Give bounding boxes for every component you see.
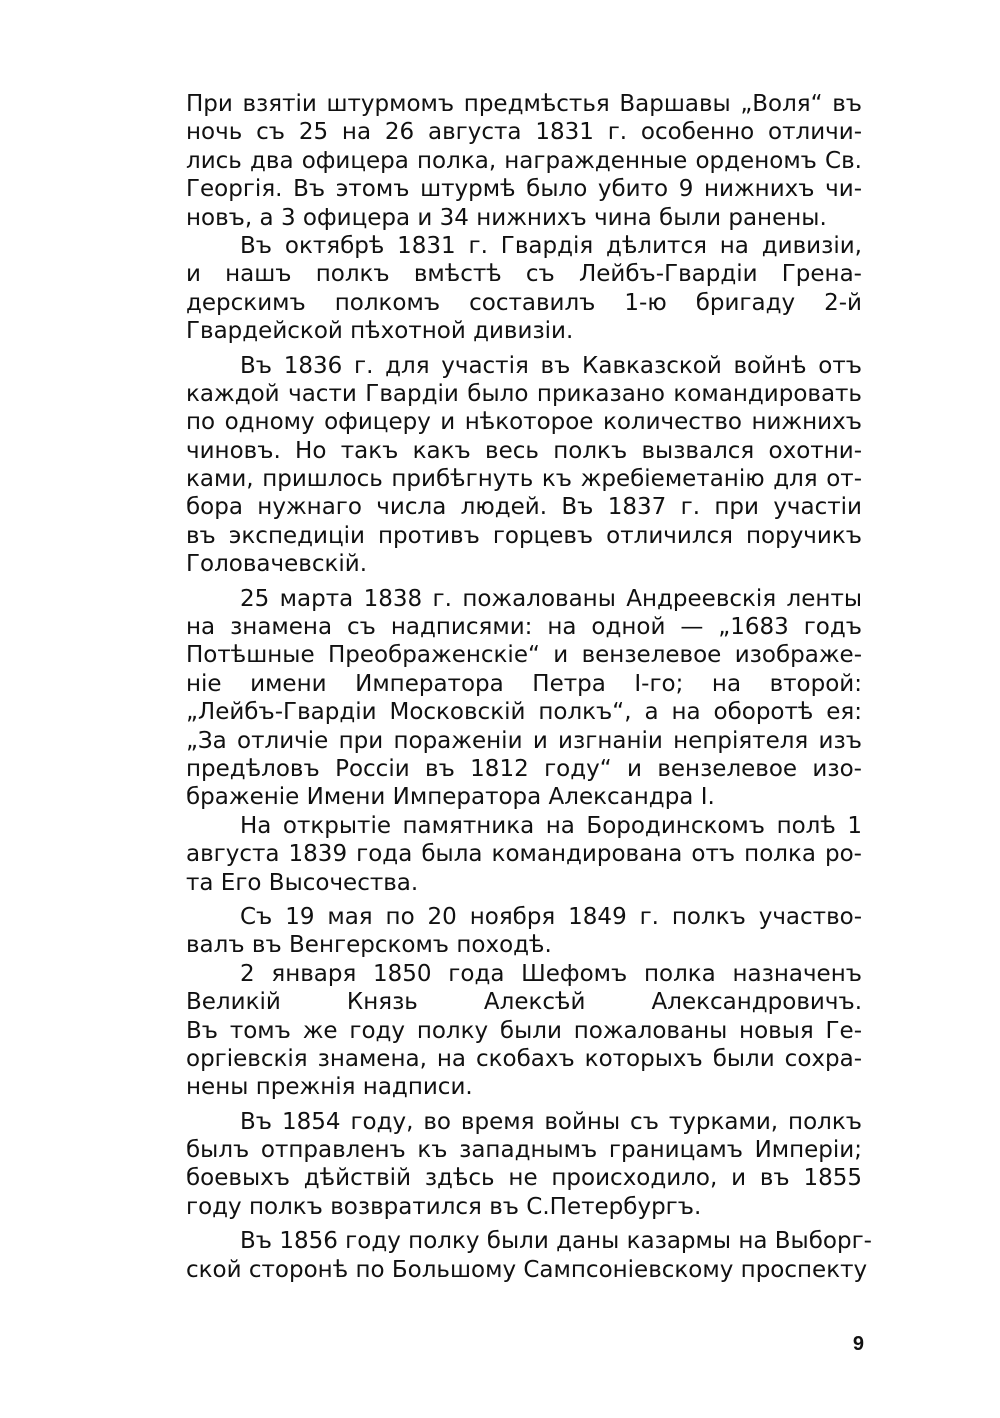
text-line: Въ томъ же году полку были пожалованы новыя Ге- xyxy=(186,1017,862,1044)
paragraph xyxy=(186,903,862,960)
text-line: по одному офицеру и нѣкоторое количество нижнихъ xyxy=(186,409,862,436)
text-line: предѣловъ Россіи въ 1812 году“ и вензелевое изо- xyxy=(186,755,862,782)
text-line: Потѣшные Преображенскіе“ и вензелевое изображе- xyxy=(186,642,862,669)
text-line: Въ 1856 году полку были даны казармы на Выборг- xyxy=(240,1228,872,1255)
page-body-text xyxy=(186,90,872,1284)
text-line: былъ отправленъ къ западнымъ границамъ Имперіи; xyxy=(186,1137,862,1164)
paragraph xyxy=(186,812,862,897)
text-line: нены прежнія надписи. xyxy=(186,1074,473,1101)
text-line: 2 января 1850 года Шефомъ полка назначенъ xyxy=(240,960,862,987)
text-line: ками, пришлось прибѣгнуть къ жребіеметанію для от- xyxy=(186,466,862,493)
text-line: ской сторонѣ по Большому Сампсоніевскому проспекту xyxy=(186,1256,868,1283)
text-line: бора нужнаго числа людей. Въ 1837 г. при участіи xyxy=(186,494,862,521)
text-line: Въ октябрѣ 1831 г. Гвардія дѣлится на дивизіи, xyxy=(240,232,862,259)
paragraph xyxy=(186,960,862,1102)
text-line: Съ 19 мая по 20 ноября 1849 г. полкъ участво- xyxy=(240,903,862,930)
text-line: ніе имени Императора Петра І-го; на второй: xyxy=(186,670,862,697)
text-line: боевыхъ дѣйствій здѣсь не происходило, и въ 1855 xyxy=(186,1165,862,1192)
text-line: На открытіе памятника на Бородинскомъ полѣ 1 xyxy=(240,812,862,839)
text-line: „Лейбъ-Гвардіи Московскій полкъ“, а на оборотѣ ея: xyxy=(186,699,862,726)
text-line: оргіевскія знамена, на скобахъ которыхъ были сохра- xyxy=(186,1045,862,1072)
text-line: ночь съ 25 на 26 августа 1831 г. особенно отличи- xyxy=(186,119,862,146)
text-line: Головачевскій. xyxy=(186,551,368,578)
text-line: При взятіи штурмомъ предмѣстья Варшавы „Воля“ въ xyxy=(186,91,862,117)
text-line: та Его Высочества. xyxy=(186,869,419,896)
paragraph xyxy=(186,585,862,812)
text-line: году полкъ возвратился въ С.Петербургъ. xyxy=(186,1193,702,1220)
text-line: 25 марта 1838 г. пожалованы Андреевскія ленты xyxy=(240,585,862,612)
text-line: Великій Князь Алексѣй Александровичъ. xyxy=(186,989,862,1016)
text-line: Гвардейской пѣхотной дивизіи. xyxy=(186,318,574,345)
text-line: на знамена съ надписями: на одной — „1683 годъ xyxy=(186,614,862,641)
text-line: „За отличіе при пораженіи и изгнаніи непріятеля изъ xyxy=(186,727,862,754)
text-line: дерскимъ полкомъ составилъ 1-ю бригаду 2-й xyxy=(186,289,862,316)
text-line: новъ, а 3 офицера и 34 нижнихъ чина были ранены. xyxy=(186,204,827,231)
text-line: лись два офицера полка, награжденные орденомъ Св. xyxy=(186,147,862,174)
text-line: въ экспедиціи противъ горцевъ отличился поручикъ xyxy=(186,522,862,549)
paragraph xyxy=(186,232,862,346)
text-line: браженіе Имени Императора Александра І. xyxy=(186,784,715,811)
text-line: валъ въ Венгерскомъ походѣ. xyxy=(186,932,552,959)
text-line: Въ 1836 г. для участія въ Кавказской войнѣ отъ xyxy=(240,352,862,379)
text-line: Георгія. Въ этомъ штурмѣ было убито 9 нижнихъ чи- xyxy=(186,176,862,203)
text-line: чиновъ. Но такъ какъ весь полкъ вызвался охотни- xyxy=(186,437,862,464)
text-line: каждой части Гвардіи было приказано командировать xyxy=(186,380,862,407)
text-line: августа 1839 года была командирована отъ полка ро- xyxy=(186,841,862,868)
paragraph xyxy=(186,352,862,579)
paragraph xyxy=(186,90,862,232)
page-number: 9 xyxy=(852,1333,864,1355)
text-line: и нашъ полкъ вмѣстѣ съ Лейбъ-Гвардіи Грена- xyxy=(186,261,862,288)
paragraph xyxy=(186,1108,862,1222)
paragraph xyxy=(186,1227,872,1284)
text-line: Въ 1854 году, во время войны съ турками, полкъ xyxy=(240,1108,862,1135)
